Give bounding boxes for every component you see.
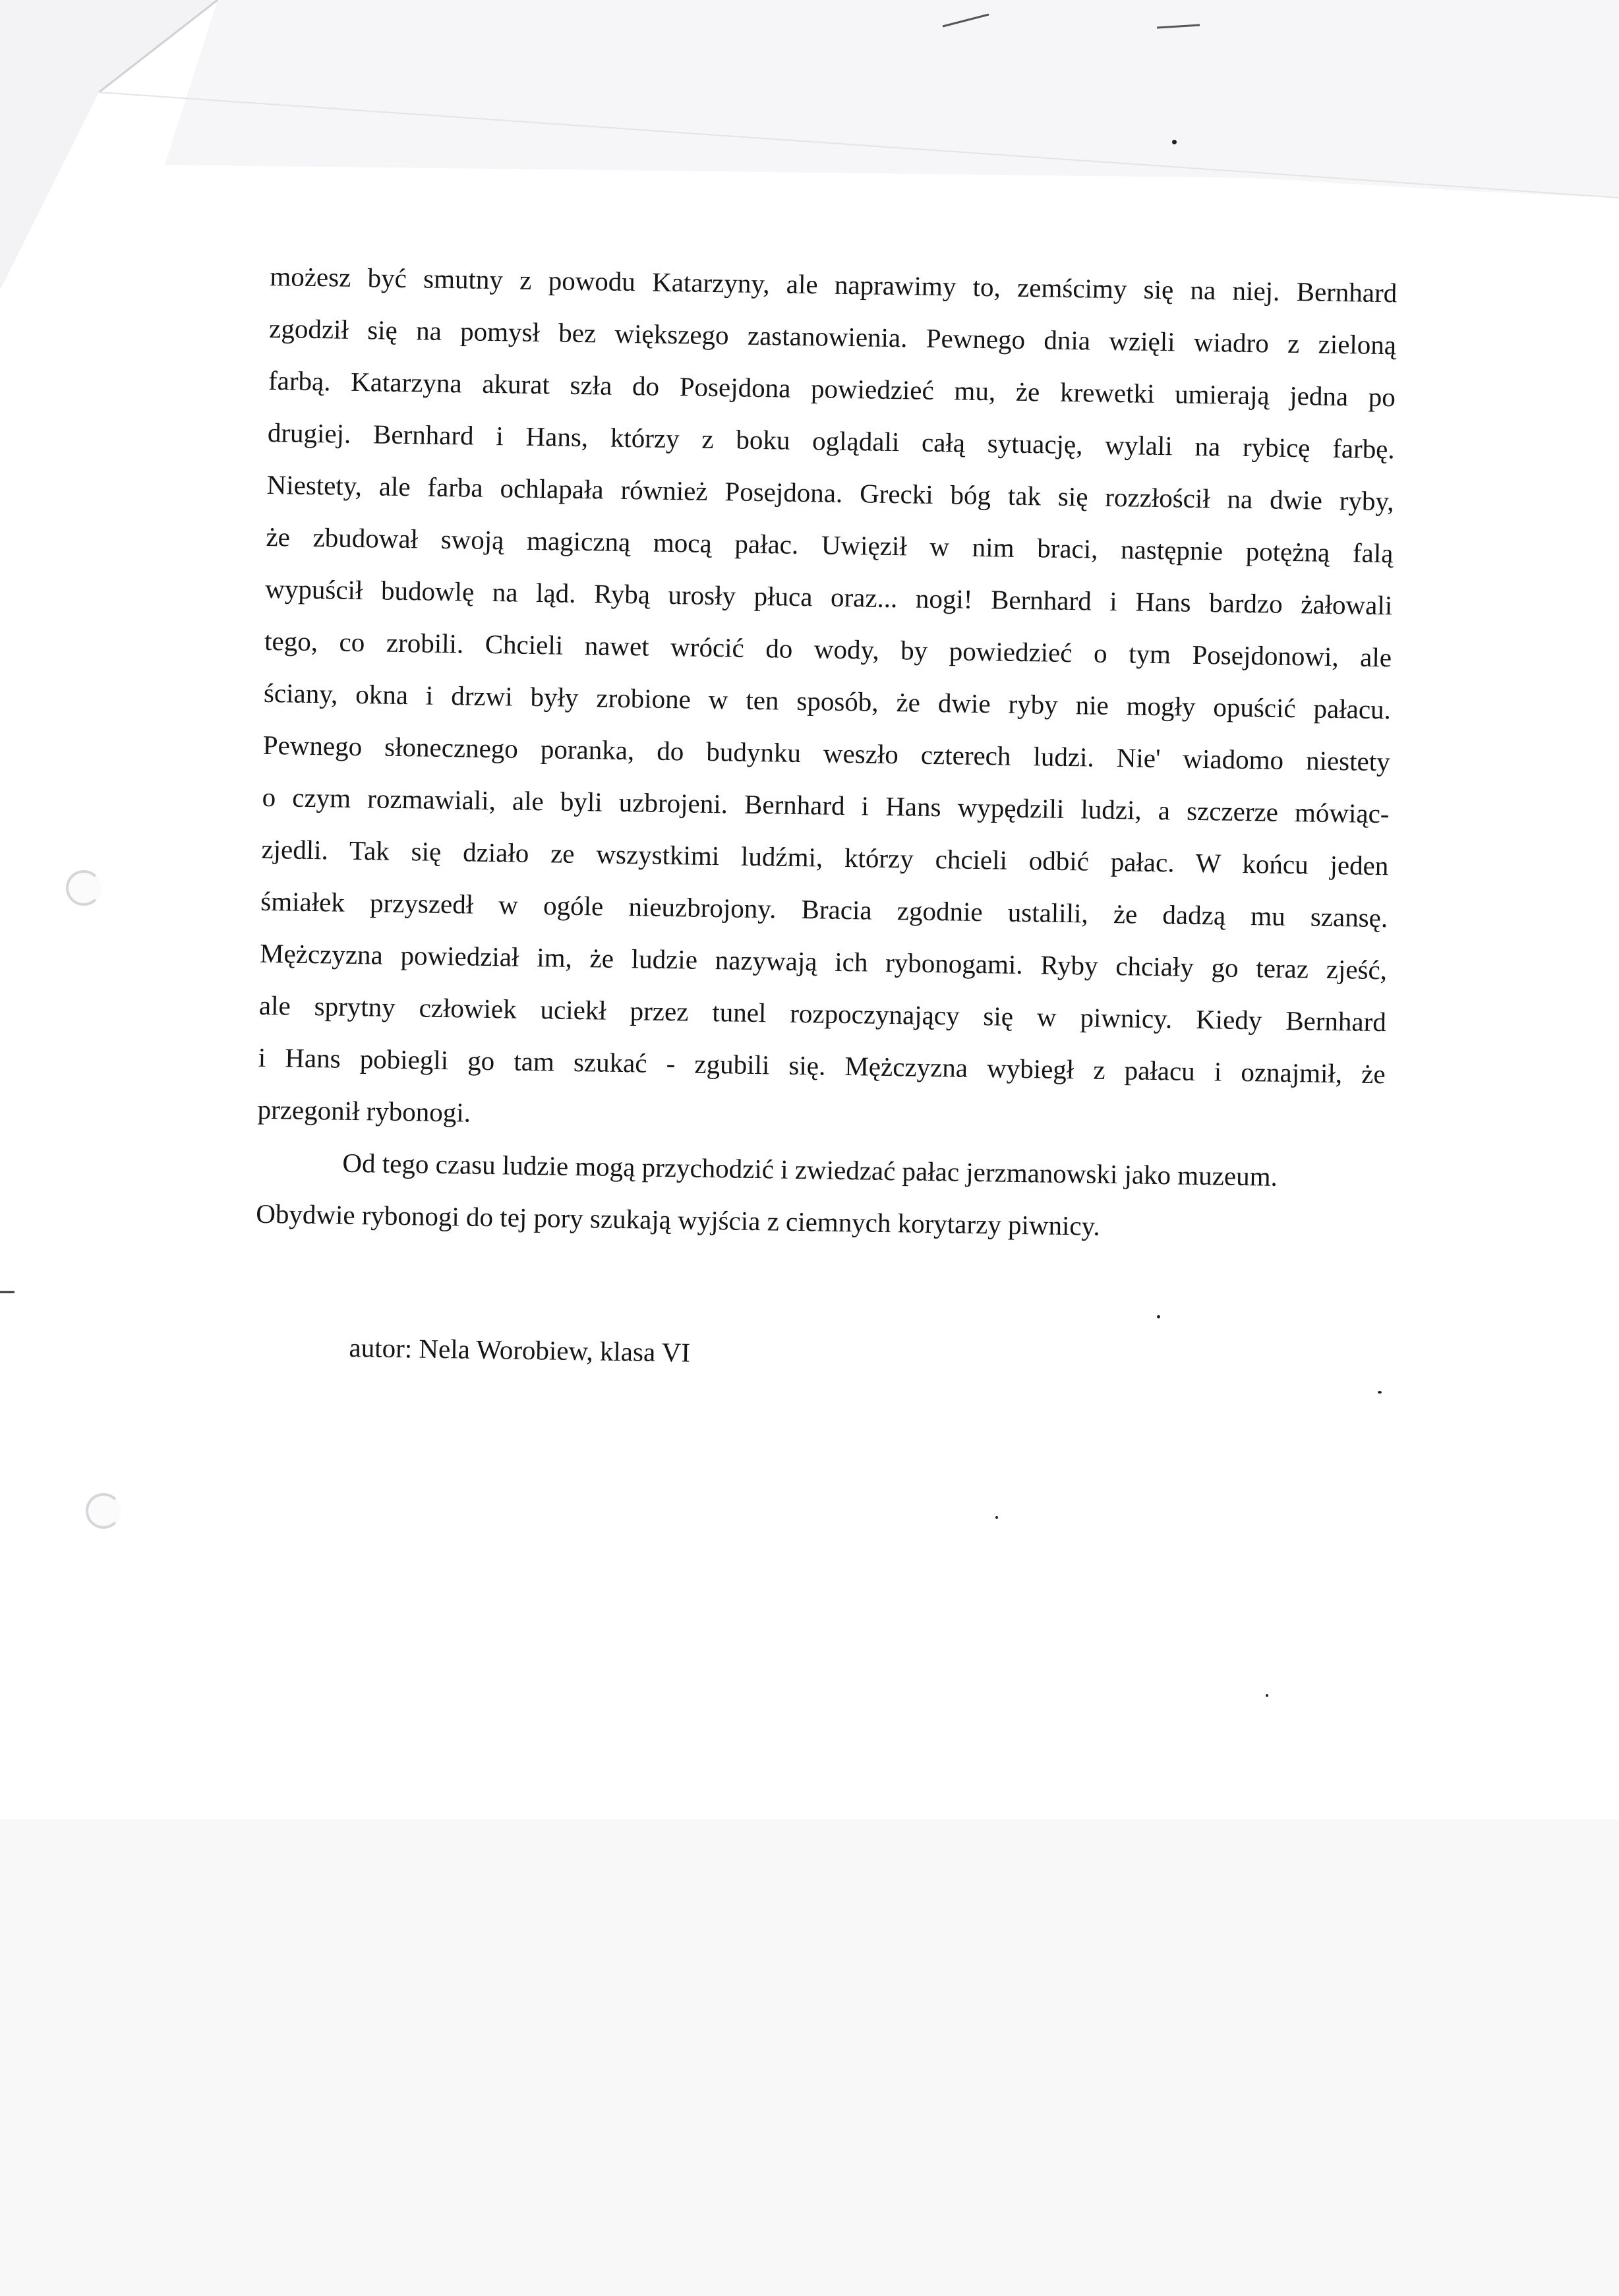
text-line: farbą. Katarzyna akurat szła do Posejdona powiedzieć mu, że krewetki umierają jedna po	[268, 365, 1396, 413]
text-line: ale sprytny człowiek uciekł przez tunel rozpoczynający się w piwnicy. Kiedy Bernhard	[258, 989, 1387, 1038]
paragraph-2	[256, 1136, 1384, 1256]
punch-hole	[86, 1493, 121, 1529]
text-line: wypuścił budowlę na ląd. Rybą urosły płuca oraz... nogi! Bernhard i Hans bardzo żałowali	[265, 573, 1393, 621]
top-edge-shadow	[165, 0, 1619, 198]
text-line: drugiej. Bernhard i Hans, którzy z boku oglądali całą sytuację, wylali na rybicę farbę.	[267, 417, 1396, 465]
text-line: Niestety, ale farba ochlapała również Posejdona. Grecki bóg tak się rozzłościł na dwie ryby,	[266, 469, 1394, 517]
scan-speck	[1378, 1391, 1382, 1394]
scan-speck	[995, 1516, 998, 1519]
text-line: Mężczyzna powiedział im, że ludzie nazywają ich rybonogami. Ryby chciały go teraz zjeść,	[259, 937, 1388, 986]
author-signature-line: autor: Nela Worobiew, klasa VI	[349, 1332, 691, 1368]
text-line: i Hans pobiegli go tam szukać - zgubili się. Mężczyzna wybiegł z pałacu i oznajmił, że	[258, 1042, 1386, 1090]
text-line: o czym rozmawiali, ale byli uzbrojeni. Bernhard i Hans wypędzili ludzi, a szczerze mówiąc-	[262, 781, 1390, 829]
scan-speck	[1157, 1315, 1160, 1318]
scan-speck	[1172, 140, 1177, 144]
text-line: możesz być smutny z powodu Katarzyny, ale naprawimy to, zemścimy się na niej. Bernhard	[270, 260, 1398, 309]
paragraph-1	[257, 250, 1398, 1152]
text-line: przegonił rybonogi.	[257, 1094, 471, 1128]
text-line: ściany, okna i drzwi były zrobione w ten sposób, że dwie ryby nie mogły opuścić pałacu.	[263, 677, 1392, 725]
scan-speck	[1266, 1694, 1268, 1697]
text-line: zgodził się na pomysł bez większego zastanowienia. Pewnego dnia wzięli wiadro z zieloną	[268, 312, 1397, 361]
text-line: Od tego czasu ludzie mogą przychodzić i zwiedzać pałac jerzmanowski jako muzeum.	[342, 1147, 1278, 1192]
text-line: że zbudował swoją magiczną mocą pałac. Uwięził w nim braci, następnie potężną falą	[266, 521, 1394, 569]
text-line: zjedli. Tak się działo ze wszystkimi ludźmi, którzy chcieli odbić pałac. W końcu jeden	[261, 833, 1389, 881]
text-line: tego, co zrobili. Chcieli nawet wrócić do wody, by powiedzieć o tym Posejdonowi, ale	[264, 625, 1392, 673]
text-line: śmiałek przyszedł w ogóle nieuzbrojony. Bracia zgodnie ustalili, że dadzą mu szansę.	[260, 885, 1388, 933]
punch-hole	[66, 870, 102, 906]
text-line: Obydwie rybonogi do tej pory szukają wyjścia z ciemnych korytarzy piwnicy.	[255, 1198, 1101, 1241]
text-line: Pewnego słonecznego poranka, do budynku weszło czterech ludzi. Nie' wiadomo niestety	[262, 729, 1391, 777]
story-text	[256, 250, 1398, 1256]
